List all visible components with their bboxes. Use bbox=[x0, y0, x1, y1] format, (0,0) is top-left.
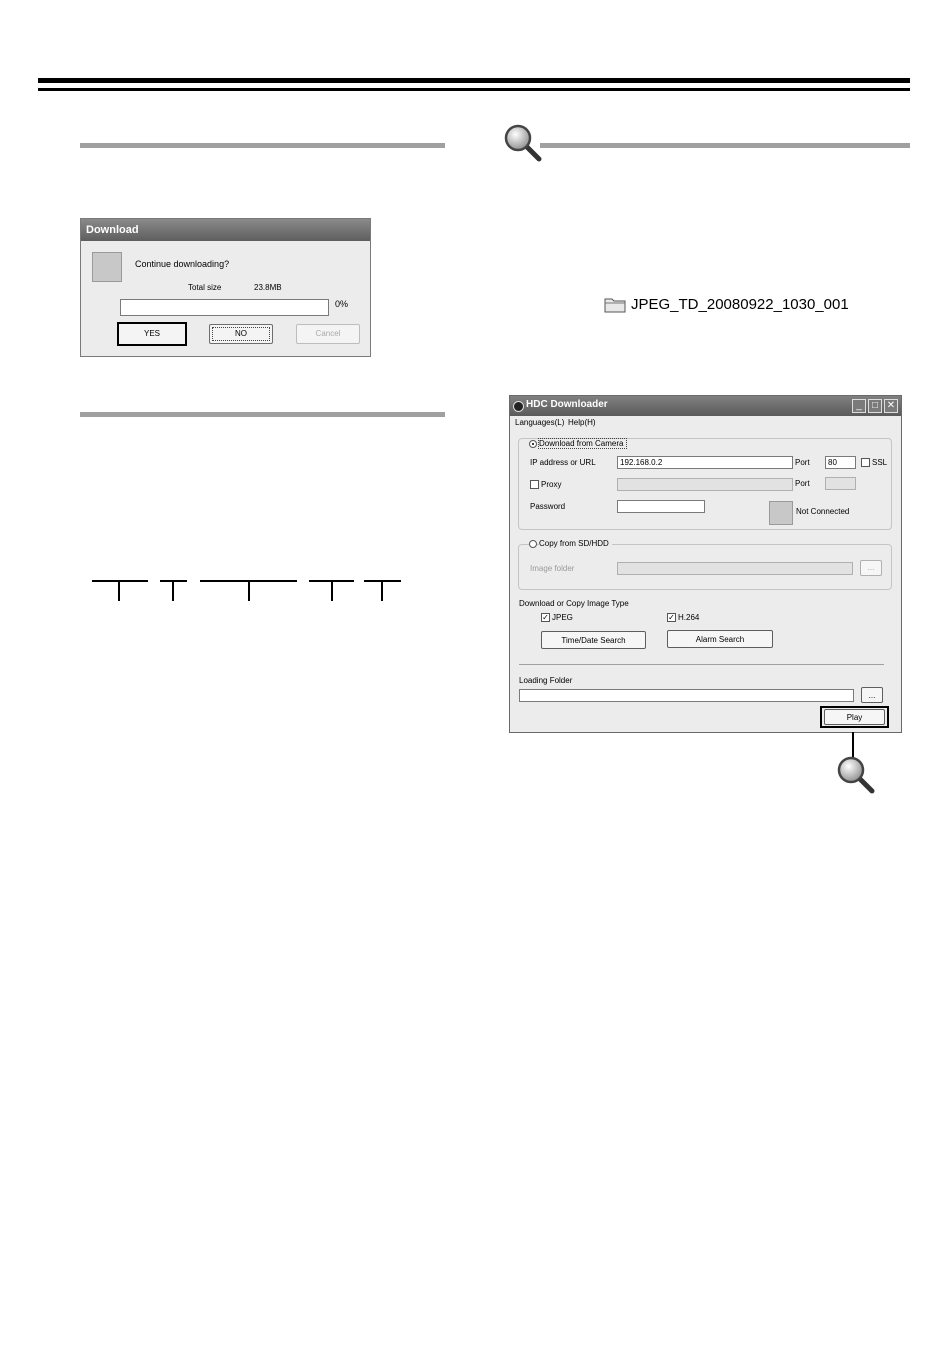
maximize-icon[interactable]: □ bbox=[868, 399, 882, 413]
password-input[interactable] bbox=[617, 500, 705, 513]
download-from-camera-label[interactable]: Download from Camera bbox=[539, 439, 626, 448]
password-label: Password bbox=[530, 502, 566, 511]
ip-address-label: IP address or URL bbox=[530, 458, 596, 467]
menu-help[interactable]: Help(H) bbox=[568, 418, 596, 427]
diagram-stem bbox=[248, 581, 250, 601]
section-bar-tip bbox=[540, 143, 910, 148]
copy-from-sd-label[interactable]: Copy from SD/HDD bbox=[539, 539, 612, 548]
proxy-checkbox[interactable] bbox=[530, 480, 539, 489]
section-bar-filename bbox=[80, 412, 445, 417]
image-folder-browse-button: ... bbox=[860, 560, 882, 576]
menu-languages[interactable]: Languages(L) bbox=[515, 418, 565, 427]
diagram-stem bbox=[118, 581, 120, 601]
alarm-search-button[interactable]: Alarm Search bbox=[667, 630, 773, 648]
connection-status-text: Not Connected bbox=[796, 507, 850, 516]
diagram-stem bbox=[381, 581, 383, 601]
folder-example bbox=[604, 296, 849, 313]
connection-status-indicator bbox=[769, 501, 793, 525]
total-size-value: 23.8MB bbox=[254, 283, 282, 292]
loading-folder-label: Loading Folder bbox=[519, 676, 573, 685]
magnifier-icon bbox=[836, 755, 876, 795]
window-title: HDC Downloader bbox=[526, 399, 608, 410]
ip-address-input[interactable] bbox=[617, 456, 793, 469]
download-from-camera-radio[interactable] bbox=[529, 440, 537, 448]
download-progress-bar bbox=[120, 299, 329, 316]
download-dialog bbox=[80, 218, 371, 357]
separator bbox=[519, 664, 884, 665]
app-icon bbox=[513, 401, 524, 412]
proxy-input bbox=[617, 478, 793, 491]
no-button[interactable]: NO bbox=[209, 324, 273, 344]
hdc-downloader-window bbox=[509, 395, 902, 733]
close-icon[interactable]: ✕ bbox=[884, 399, 898, 413]
proxy-port-input bbox=[825, 477, 856, 490]
h264-checkbox[interactable]: ✓ bbox=[668, 613, 675, 622]
header-rule-thin bbox=[38, 88, 910, 91]
dialog-question-icon bbox=[92, 252, 122, 282]
image-type-label: Download or Copy Image Type bbox=[519, 599, 629, 608]
proxy-label: Proxy bbox=[541, 480, 562, 489]
dialog-title: Download bbox=[81, 219, 370, 241]
proxy-port-label: Port bbox=[795, 479, 810, 488]
header-rule-thick bbox=[38, 78, 910, 83]
jpeg-checkbox[interactable]: ✓ bbox=[542, 613, 549, 622]
copy-from-sd-radio[interactable] bbox=[529, 540, 537, 548]
minimize-icon[interactable]: _ bbox=[852, 399, 866, 413]
jpeg-label: JPEG bbox=[552, 613, 573, 622]
port-input[interactable] bbox=[825, 456, 856, 469]
section-bar-download bbox=[80, 143, 445, 148]
diagram-stem bbox=[172, 581, 174, 601]
cancel-button[interactable]: Cancel bbox=[296, 324, 360, 344]
ssl-label: SSL bbox=[872, 458, 888, 467]
play-button[interactable]: Play bbox=[824, 709, 885, 725]
folder-icon bbox=[604, 296, 626, 313]
folder-name: JPEG_TD_20080922_1030_001 bbox=[631, 296, 849, 313]
h264-label: H.264 bbox=[678, 613, 700, 622]
image-folder-label: Image folder bbox=[530, 564, 575, 573]
loading-folder-browse-button[interactable]: ... bbox=[861, 687, 883, 703]
time-date-search-button[interactable]: Time/Date Search bbox=[541, 631, 646, 649]
yes-button[interactable]: YES bbox=[117, 322, 187, 346]
loading-folder-input[interactable] bbox=[519, 689, 854, 702]
download-progress-percent: 0% bbox=[335, 299, 349, 309]
dialog-question-text: Continue downloading? bbox=[135, 259, 230, 269]
ssl-checkbox[interactable] bbox=[861, 458, 870, 467]
magnifier-icon bbox=[503, 123, 543, 163]
diagram-stem bbox=[331, 581, 333, 601]
diagram-bracket bbox=[92, 580, 148, 582]
port-label: Port bbox=[795, 458, 810, 467]
window-titlebar bbox=[510, 396, 901, 416]
image-folder-input bbox=[617, 562, 853, 575]
total-size-label: Total size bbox=[188, 283, 222, 292]
